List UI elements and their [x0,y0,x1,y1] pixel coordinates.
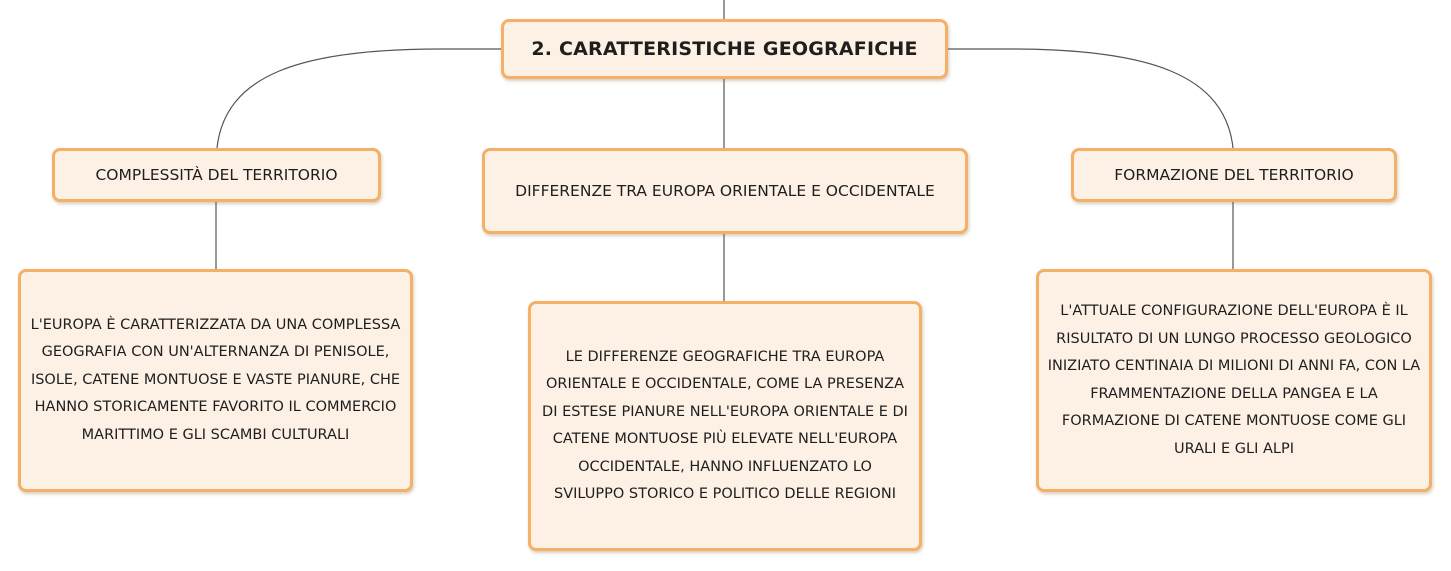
detail-text-complessita: L'EUROPA È CARATTERIZZATA DA UNA COMPLESSA GEOGRAFIA CON UN'ALTERNANZA DI PENISOLE, ISOLE, CATENE MONTUOSE E VASTE PIANURE, CHE HANNO STORICAMENTE FAVORITO IL COMMERCIO MARITTIMO E GLI SCAMBI CULTURALI [30,316,401,443]
root-topic-node[interactable] [501,19,948,79]
detail-node-complessita[interactable] [18,269,413,492]
detail-text-formazione: L'ATTUALE CONFIGURAZIONE DELL'EUROPA È IL RISULTATO DI UN LUNGO PROCESSO GEOLOGICO INIZIATO CENTINAIA DI MILIONI DI ANNI FA, CON LA FRAMMENTAZIONE DELLA PANGEA E LA FORMAZIONE DI CATENE MONTUOSE COME GLI URALI E GLI ALPI [1047,303,1421,457]
branch-label-formazione: FORMAZIONE DEL TERRITORIO [1114,165,1354,184]
branch-label-complessita: COMPLESSITÀ DEL TERRITORIO [95,165,338,184]
branch-node-formazione[interactable] [1071,148,1397,202]
branch-node-complessita[interactable] [52,148,381,202]
detail-text-differenze: LE DIFFERENZE GEOGRAFICHE TRA EUROPA ORIENTALE E OCCIDENTALE, COME LA PRESENZA DI ESTESE PIANURE NELL'EUROPA ORIENTALE E DI CATENE MONTUOSE PIÙ ELEVATE NELL'EUROPA OCCIDENTALE, HANNO INFLUENZATO LO SVILUPPO STORICO E POLITICO DELLE REGIONI [542,348,908,502]
connector-root-to-left-branch [217,49,501,148]
connector-root-to-right-branch [948,49,1233,148]
branch-node-differenze[interactable] [482,148,968,234]
root-topic-label: 2. CARATTERISTICHE GEOGRAFICHE [531,38,918,60]
detail-node-formazione[interactable] [1036,269,1432,492]
detail-node-differenze[interactable] [528,301,922,551]
branch-label-differenze: DIFFERENZE TRA EUROPA ORIENTALE E OCCIDENTALE [515,181,935,200]
